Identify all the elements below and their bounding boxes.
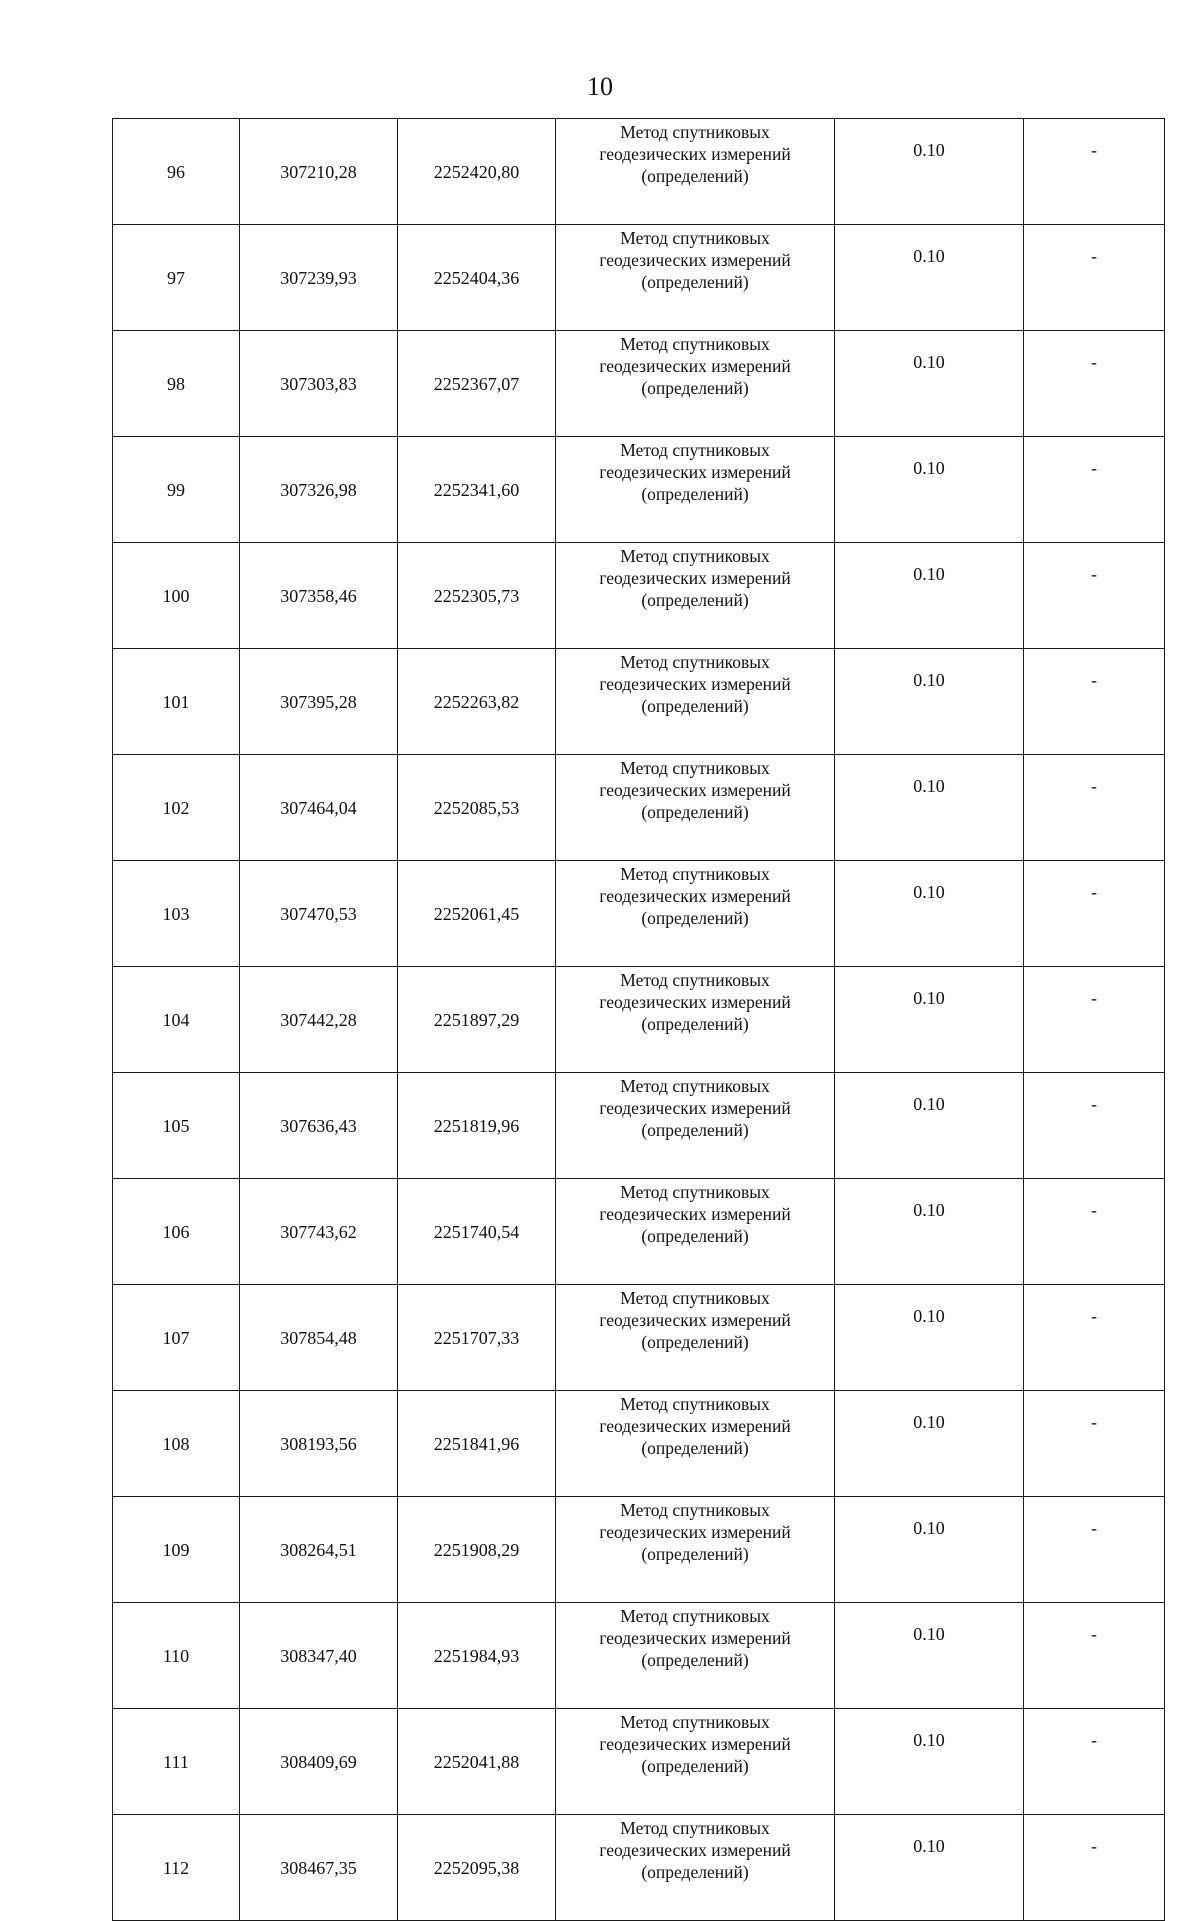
note-cell: -: [1024, 861, 1165, 967]
x-coordinate-cell: 308347,40: [240, 1603, 398, 1709]
point-number-cell: 112: [113, 1815, 240, 1921]
note-cell: -: [1024, 967, 1165, 1073]
method-line: Метод спутниковых: [620, 758, 770, 778]
method-line: Метод спутниковых: [620, 546, 770, 566]
y-coordinate-cell: 2252420,80: [398, 119, 556, 225]
table-body: [113, 119, 1165, 1921]
method-line: геодезических измерений: [599, 356, 791, 376]
method-cell: [556, 755, 835, 861]
method-cell: [556, 861, 835, 967]
x-coordinate-cell: 307442,28: [240, 967, 398, 1073]
method-cell: [556, 1179, 835, 1285]
note-cell: -: [1024, 331, 1165, 437]
accuracy-cell: 0.10: [835, 1709, 1024, 1815]
method-line: Метод спутниковых: [620, 1182, 770, 1202]
method-line: геодезических измерений: [599, 1310, 791, 1330]
x-coordinate-cell: 307395,28: [240, 649, 398, 755]
method-line: Метод спутниковых: [620, 652, 770, 672]
note-cell: -: [1024, 1709, 1165, 1815]
point-number-cell: 98: [113, 331, 240, 437]
method-line: (определений): [641, 1756, 749, 1776]
y-coordinate-cell: 2252404,36: [398, 225, 556, 331]
method-line: геодезических измерений: [599, 1204, 791, 1224]
method-line: Метод спутниковых: [620, 440, 770, 460]
x-coordinate-cell: 308409,69: [240, 1709, 398, 1815]
method-line: Метод спутниковых: [620, 1076, 770, 1096]
x-coordinate-cell: 308467,35: [240, 1815, 398, 1921]
table-row: [113, 543, 1165, 649]
accuracy-cell: 0.10: [835, 1073, 1024, 1179]
method-line: (определений): [641, 1862, 749, 1882]
page-number: 10: [587, 72, 613, 101]
method-line: Метод спутниковых: [620, 864, 770, 884]
method-line: геодезических измерений: [599, 1628, 791, 1648]
accuracy-cell: 0.10: [835, 1179, 1024, 1285]
x-coordinate-cell: 307239,93: [240, 225, 398, 331]
method-line: Метод спутниковых: [620, 1712, 770, 1732]
method-line: геодезических измерений: [599, 250, 791, 270]
method-line: Метод спутниковых: [620, 970, 770, 990]
x-coordinate-cell: 307743,62: [240, 1179, 398, 1285]
accuracy-cell: 0.10: [835, 1497, 1024, 1603]
accuracy-cell: 0.10: [835, 119, 1024, 225]
method-line: (определений): [641, 696, 749, 716]
method-line: (определений): [641, 1332, 749, 1352]
x-coordinate-cell: 307464,04: [240, 755, 398, 861]
table-row: [113, 967, 1165, 1073]
y-coordinate-cell: 2252367,07: [398, 331, 556, 437]
table-row: [113, 1285, 1165, 1391]
method-cell: [556, 119, 835, 225]
note-cell: -: [1024, 1285, 1165, 1391]
x-coordinate-cell: 307326,98: [240, 437, 398, 543]
method-cell: [556, 543, 835, 649]
table-row: [113, 861, 1165, 967]
method-line: Метод спутниковых: [620, 122, 770, 142]
table-row: [113, 1709, 1165, 1815]
y-coordinate-cell: 2251707,33: [398, 1285, 556, 1391]
table-row: [113, 1815, 1165, 1921]
note-cell: -: [1024, 543, 1165, 649]
accuracy-cell: 0.10: [835, 1391, 1024, 1497]
y-coordinate-cell: 2251819,96: [398, 1073, 556, 1179]
method-line: (определений): [641, 1014, 749, 1034]
point-number-cell: 108: [113, 1391, 240, 1497]
y-coordinate-cell: 2251908,29: [398, 1497, 556, 1603]
x-coordinate-cell: 307210,28: [240, 119, 398, 225]
method-line: Метод спутниковых: [620, 334, 770, 354]
method-line: геодезических измерений: [599, 462, 791, 482]
table-row: [113, 225, 1165, 331]
y-coordinate-cell: 2252061,45: [398, 861, 556, 967]
point-number-cell: 105: [113, 1073, 240, 1179]
point-number-cell: 111: [113, 1709, 240, 1815]
x-coordinate-cell: 307470,53: [240, 861, 398, 967]
point-number-cell: 109: [113, 1497, 240, 1603]
point-number-cell: 110: [113, 1603, 240, 1709]
y-coordinate-cell: 2251740,54: [398, 1179, 556, 1285]
note-cell: -: [1024, 1073, 1165, 1179]
method-line: (определений): [641, 1226, 749, 1246]
point-number-cell: 96: [113, 119, 240, 225]
method-line: Метод спутниковых: [620, 228, 770, 248]
table-row: [113, 1603, 1165, 1709]
table-row: [113, 649, 1165, 755]
method-line: Метод спутниковых: [620, 1818, 770, 1838]
accuracy-cell: 0.10: [835, 861, 1024, 967]
x-coordinate-cell: 307636,43: [240, 1073, 398, 1179]
table-row: [113, 1497, 1165, 1603]
y-coordinate-cell: 2252095,38: [398, 1815, 556, 1921]
table-row: [113, 1391, 1165, 1497]
point-number-cell: 103: [113, 861, 240, 967]
point-number-cell: 99: [113, 437, 240, 543]
method-cell: [556, 1497, 835, 1603]
accuracy-cell: 0.10: [835, 543, 1024, 649]
table-row: [113, 755, 1165, 861]
point-number-cell: 106: [113, 1179, 240, 1285]
note-cell: -: [1024, 119, 1165, 225]
y-coordinate-cell: 2251897,29: [398, 967, 556, 1073]
method-line: Метод спутниковых: [620, 1500, 770, 1520]
method-line: Метод спутниковых: [620, 1606, 770, 1626]
table-row: [113, 1073, 1165, 1179]
method-line: Метод спутниковых: [620, 1288, 770, 1308]
y-coordinate-cell: 2251984,93: [398, 1603, 556, 1709]
x-coordinate-cell: 307358,46: [240, 543, 398, 649]
method-cell: [556, 967, 835, 1073]
accuracy-cell: 0.10: [835, 1815, 1024, 1921]
method-cell: [556, 437, 835, 543]
x-coordinate-cell: 308264,51: [240, 1497, 398, 1603]
note-cell: -: [1024, 225, 1165, 331]
y-coordinate-cell: 2252263,82: [398, 649, 556, 755]
table-row: [113, 119, 1165, 225]
method-cell: [556, 649, 835, 755]
accuracy-cell: 0.10: [835, 1603, 1024, 1709]
method-line: (определений): [641, 1120, 749, 1140]
method-line: геодезических измерений: [599, 1416, 791, 1436]
method-line: (определений): [641, 166, 749, 186]
x-coordinate-cell: 307854,48: [240, 1285, 398, 1391]
point-number-cell: 97: [113, 225, 240, 331]
method-cell: [556, 1709, 835, 1815]
method-cell: [556, 1391, 835, 1497]
accuracy-cell: 0.10: [835, 755, 1024, 861]
method-line: (определений): [641, 272, 749, 292]
point-number-cell: 102: [113, 755, 240, 861]
note-cell: -: [1024, 649, 1165, 755]
method-line: геодезических измерений: [599, 1840, 791, 1860]
method-line: геодезических измерений: [599, 780, 791, 800]
note-cell: -: [1024, 437, 1165, 543]
method-cell: [556, 1073, 835, 1179]
method-line: геодезических измерений: [599, 674, 791, 694]
method-line: геодезических измерений: [599, 568, 791, 588]
method-line: геодезических измерений: [599, 886, 791, 906]
method-line: (определений): [641, 1544, 749, 1564]
point-number-cell: 104: [113, 967, 240, 1073]
accuracy-cell: 0.10: [835, 437, 1024, 543]
point-number-cell: 101: [113, 649, 240, 755]
method-line: (определений): [641, 1650, 749, 1670]
accuracy-cell: 0.10: [835, 1285, 1024, 1391]
x-coordinate-cell: 308193,56: [240, 1391, 398, 1497]
method-line: геодезических измерений: [599, 144, 791, 164]
method-line: геодезических измерений: [599, 1734, 791, 1754]
method-line: (определений): [641, 802, 749, 822]
method-line: Метод спутниковых: [620, 1394, 770, 1414]
method-line: геодезических измерений: [599, 1522, 791, 1542]
method-cell: [556, 331, 835, 437]
method-line: (определений): [641, 908, 749, 928]
method-cell: [556, 1815, 835, 1921]
point-number-cell: 100: [113, 543, 240, 649]
note-cell: -: [1024, 1179, 1165, 1285]
table-row: [113, 437, 1165, 543]
method-cell: [556, 225, 835, 331]
accuracy-cell: 0.10: [835, 225, 1024, 331]
y-coordinate-cell: 2252341,60: [398, 437, 556, 543]
method-line: (определений): [641, 484, 749, 504]
y-coordinate-cell: 2252041,88: [398, 1709, 556, 1815]
method-line: (определений): [641, 378, 749, 398]
method-line: геодезических измерений: [599, 992, 791, 1012]
method-cell: [556, 1285, 835, 1391]
y-coordinate-cell: 2251841,96: [398, 1391, 556, 1497]
note-cell: -: [1024, 1815, 1165, 1921]
method-line: (определений): [641, 1438, 749, 1458]
coordinates-table: [112, 118, 1165, 1921]
note-cell: -: [1024, 1391, 1165, 1497]
method-line: геодезических измерений: [599, 1098, 791, 1118]
note-cell: -: [1024, 1497, 1165, 1603]
point-number-cell: 107: [113, 1285, 240, 1391]
y-coordinate-cell: 2252305,73: [398, 543, 556, 649]
method-line: (определений): [641, 590, 749, 610]
method-cell: [556, 1603, 835, 1709]
note-cell: -: [1024, 755, 1165, 861]
accuracy-cell: 0.10: [835, 649, 1024, 755]
accuracy-cell: 0.10: [835, 967, 1024, 1073]
note-cell: -: [1024, 1603, 1165, 1709]
table-row: [113, 331, 1165, 437]
x-coordinate-cell: 307303,83: [240, 331, 398, 437]
table-row: [113, 1179, 1165, 1285]
y-coordinate-cell: 2252085,53: [398, 755, 556, 861]
accuracy-cell: 0.10: [835, 331, 1024, 437]
